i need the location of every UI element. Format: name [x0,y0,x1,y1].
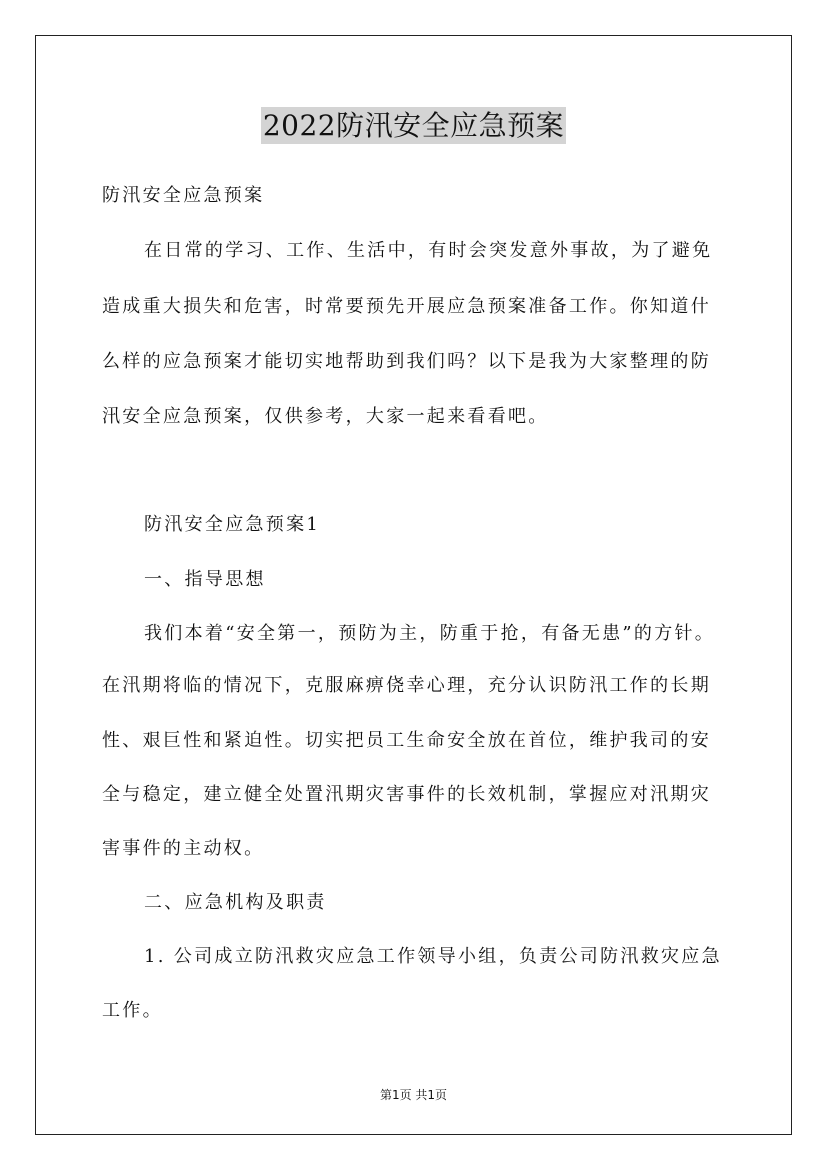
page-footer: 第1页 共1页 [379,1088,448,1102]
section-heading: 二、应急机构及职责 [144,892,327,913]
paragraph-line: 性、艰巨性和紧迫性。切实把员工生命安全放在首位，维护我司的安 [102,730,711,751]
subtitle-line: 防汛安全应急预案 [102,185,265,206]
paragraph-line: 工作。 [102,1000,163,1021]
paragraph-line: 汛安全应急预案，仅供参考，大家一起来看看吧。 [102,406,549,427]
paragraph-line: 造成重大损失和危害，时常要预先开展应急预案准备工作。你知道什 [102,296,711,317]
section-heading: 一、指导思想 [144,569,266,590]
paragraph-line: 全与稳定，建立健全处置汛期灾害事件的长效机制，掌握应对汛期灾 [102,784,711,805]
paragraph-line: 在日常的学习、工作、生活中，有时会突发意外事故，为了避免 [144,240,713,261]
paragraph-line: 在汛期将临的情况下，克服麻痹侥幸心理，充分认识防汛工作的长期 [102,675,711,696]
section-heading: 防汛安全应急预案1 [144,514,321,535]
document-title: 2022防汛安全应急预案 [262,109,565,142]
paragraph-line: 1. 公司成立防汛救灾应急工作领导小组，负责公司防汛救灾应急 [144,946,722,967]
document-title-wrap [0,104,827,144]
paragraph-line: 么样的应急预案才能切实地帮助到我们吗？以下是我为大家整理的防 [102,351,711,372]
paragraph-line: 我们本着“安全第一，预防为主，防重于抢，有备无患”的方针。 [144,623,716,644]
paragraph-line: 害事件的主动权。 [102,838,265,859]
